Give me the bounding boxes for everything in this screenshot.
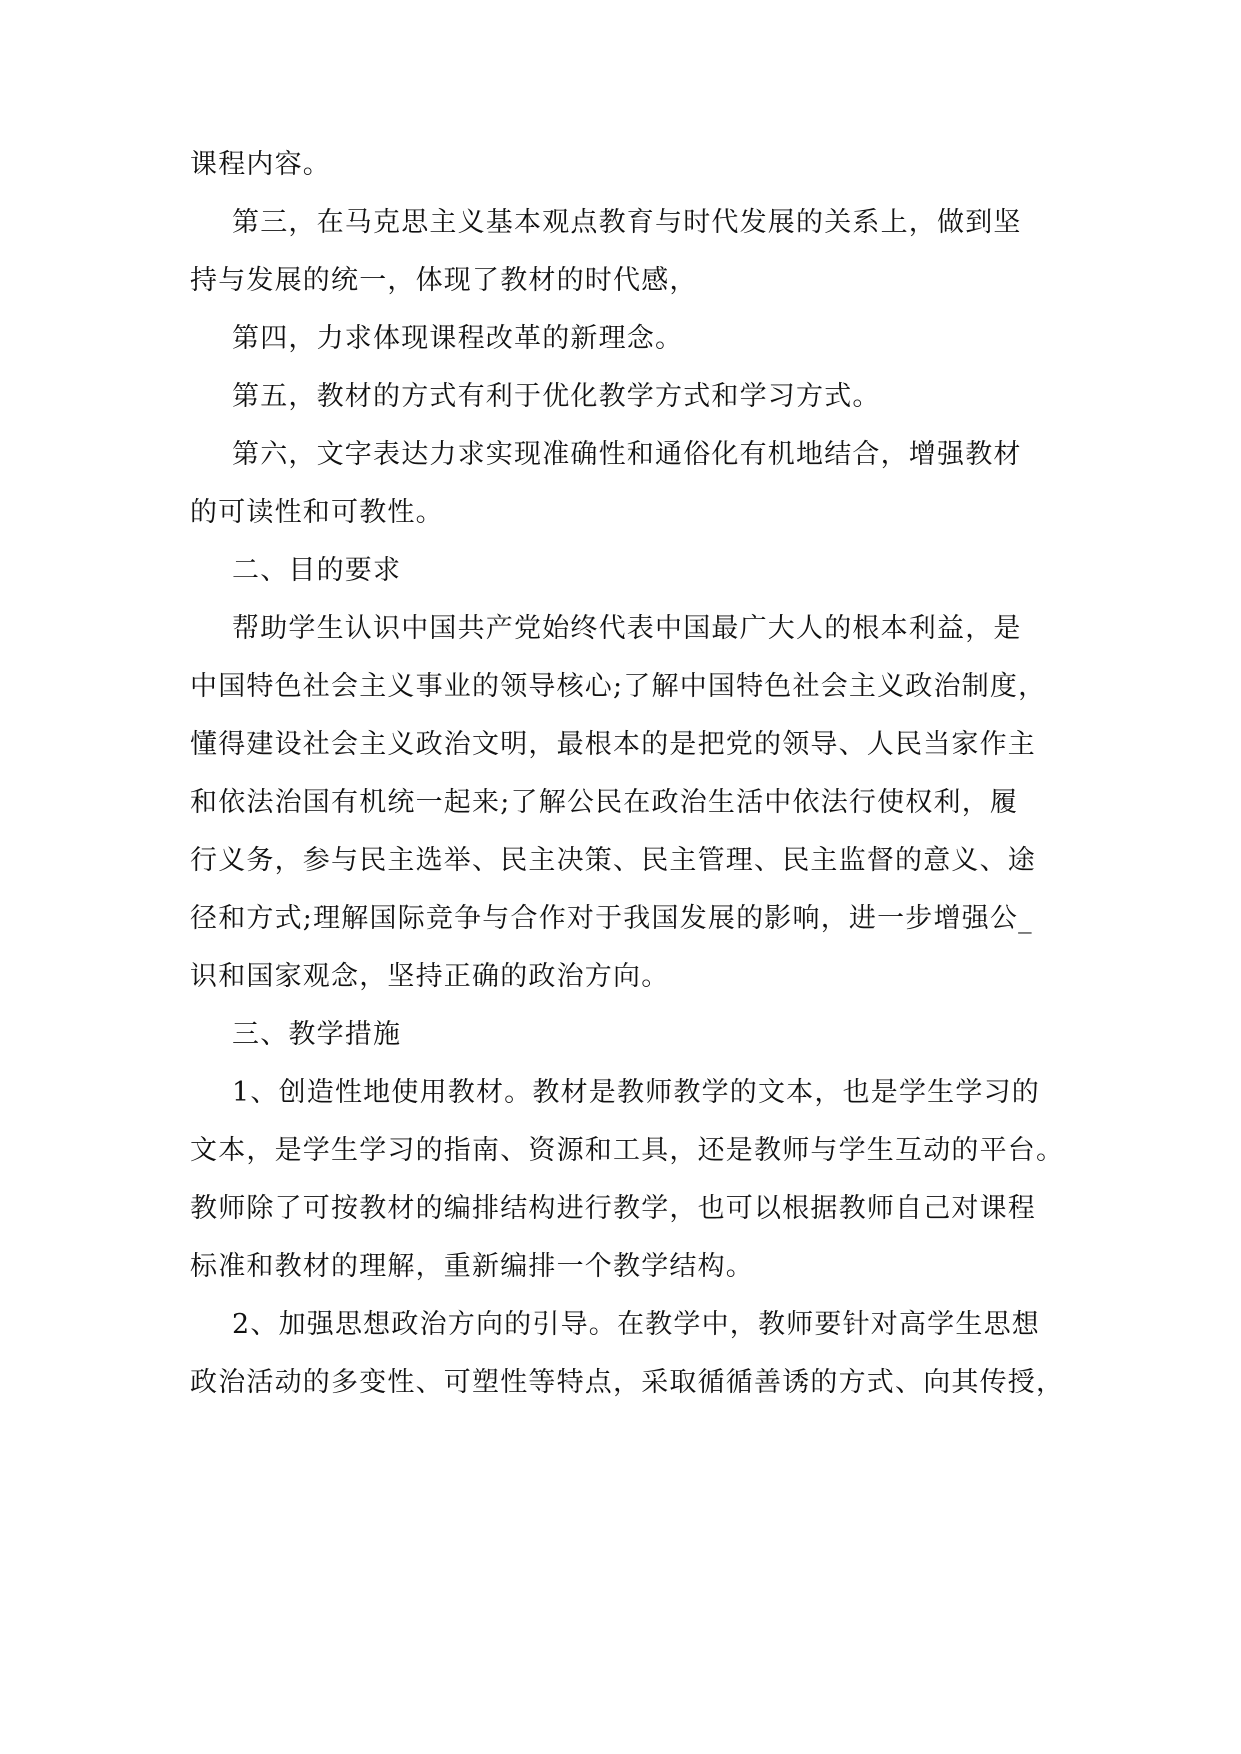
section-heading: 二、目的要求 — [232, 555, 402, 586]
section-heading: 三、教学措施 — [232, 1019, 402, 1050]
text-line: 识和国家观念，坚持正确的政治方向。 — [190, 961, 670, 992]
text-line: 和依法治国有机统一起来;了解公民在政治生活中依法行使权利，履 — [190, 787, 1019, 818]
text-line: 第四，力求体现课程改革的新理念。 — [232, 323, 684, 354]
text-line: 课程内容。 — [190, 149, 331, 180]
text-line: 帮助学生认识中国共产党始终代表中国最广大人的根本利益，是 — [232, 613, 1022, 644]
text-line: 持与发展的统一，体现了教材的时代感， — [190, 265, 698, 296]
text-line: 第三，在马克思主义基本观点教育与时代发展的关系上，做到坚 — [232, 207, 1022, 238]
text-line: 径和方式;理解国际竞争与合作对于我国发展的影响，进一步增强公_ — [190, 903, 1033, 934]
text-line: 政治活动的多变性、可塑性等特点，采取循循善诱的方式、向其传授， — [190, 1367, 1065, 1398]
text-line: 标准和教材的理解，重新编排一个教学结构。 — [190, 1251, 754, 1282]
text-line: 2、加强思想政治方向的引导。在教学中，教师要针对高学生思想 — [232, 1309, 1040, 1340]
text-line: 文本，是学生学习的指南、资源和工具，还是教师与学生互动的平台。 — [190, 1135, 1065, 1166]
text-line: 懂得建设社会主义政治文明，最根本的是把党的领导、人民当家作主 — [190, 729, 1036, 760]
text-line: 行义务，参与民主选举、民主决策、民主管理、民主监督的意义、途 — [190, 845, 1036, 876]
text-line: 第六，文字表达力求实现准确性和通俗化有机地结合，增强教材 — [232, 439, 1022, 470]
text-line: 中国特色社会主义事业的领导核心;了解中国特色社会主义政治制度， — [190, 671, 1047, 702]
text-line: 第五，教材的方式有利于优化教学方式和学习方式。 — [232, 381, 881, 412]
text-line: 的可读性和可教性。 — [190, 497, 444, 528]
text-line: 教师除了可按教材的编排结构进行教学，也可以根据教师自己对课程 — [190, 1193, 1036, 1224]
text-line: 1、创造性地使用教材。教材是教师教学的文本，也是学生学习的 — [232, 1077, 1040, 1108]
